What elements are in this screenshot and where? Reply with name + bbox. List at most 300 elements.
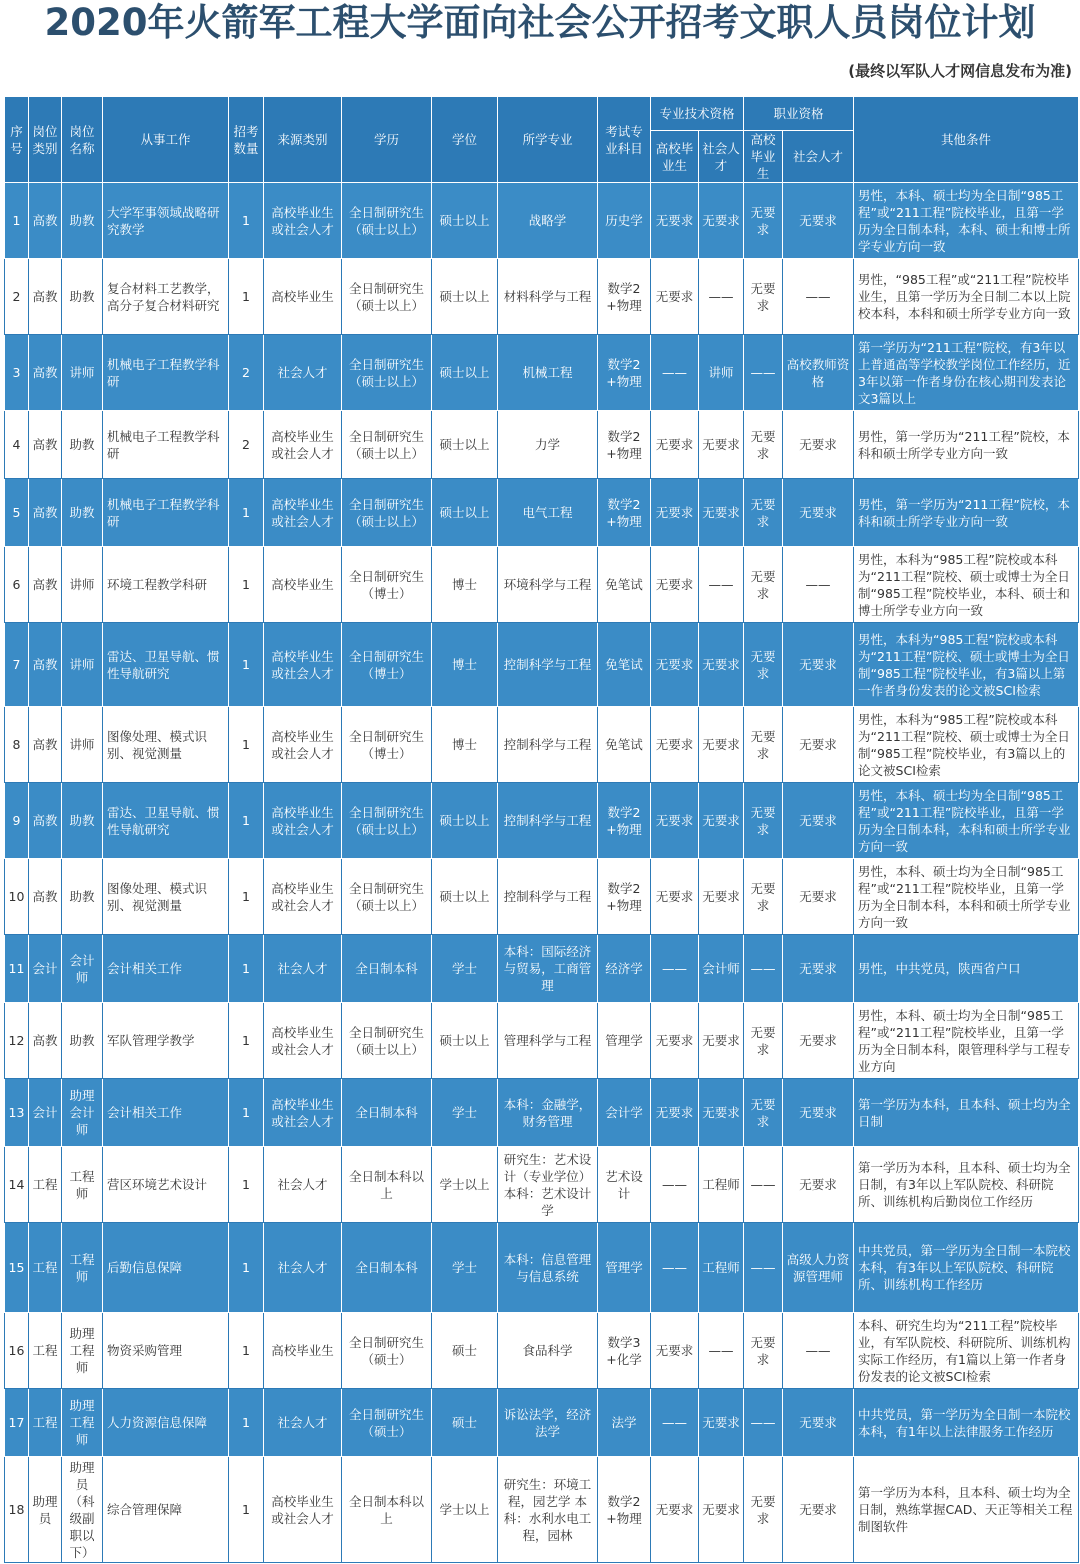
- source-cell: 高校毕业生或社会人才: [264, 623, 342, 707]
- category-cell: 高教: [29, 859, 62, 935]
- major-cell: 电气工程: [498, 479, 598, 547]
- position-cell: 工程师: [62, 1147, 103, 1223]
- header-tech-qualification: 专业技术资格: [651, 97, 744, 131]
- degree-cell: 学士以上: [432, 1457, 498, 1563]
- prof-grad-cell: ——: [744, 1389, 783, 1457]
- exam-cell: 艺术设计: [598, 1147, 651, 1223]
- degree-cell: 学士以上: [432, 1147, 498, 1223]
- work-cell: 人力资源信息保障: [103, 1389, 229, 1457]
- table-row: [5, 1147, 1079, 1223]
- degree-cell: 博士: [432, 623, 498, 707]
- work-cell: 军队管理学教学: [103, 1003, 229, 1079]
- prof-social-cell: 无要求: [783, 1389, 854, 1457]
- tech-social-cell: 无要求: [699, 183, 744, 259]
- source-cell: 高校毕业生或社会人才: [264, 707, 342, 783]
- major-cell: 战略学: [498, 183, 598, 259]
- seq-cell: 7: [5, 623, 29, 707]
- header-prof-grad: 高校毕业生: [744, 131, 783, 183]
- source-cell: 社会人才: [264, 1147, 342, 1223]
- table-row: [5, 935, 1079, 1003]
- prof-grad-cell: 无要求: [744, 1457, 783, 1563]
- other-cell: 第一学历为本科，且本科、硕士均为全日制: [854, 1079, 1079, 1147]
- other-cell: 本科、研究生均为“211工程”院校毕业，有军队院校、科研院所、训练机构实际工作经历，有1篇以上第一作者身份发表的论文被SCI检索: [854, 1313, 1079, 1389]
- degree-cell: 硕士以上: [432, 783, 498, 859]
- exam-cell: 数学2+物理: [598, 859, 651, 935]
- education-cell: 全日制研究生（硕士以上）: [342, 259, 432, 335]
- other-cell: 男性，本科为“985工程”院校或本科为“211工程”院校、硕士或博士为全日制“985工程”院校毕业，有3篇以上第一作者身份发表的论文被SCI检索: [854, 623, 1079, 707]
- other-cell: 第一学历为“211工程”院校，有3年以上普通高等学校教学岗位工作经历，近3年以第一作者身份在核心期刊发表论文3篇以上: [854, 335, 1079, 411]
- work-cell: 机械电子工程教学科研: [103, 411, 229, 479]
- table-row: [5, 783, 1079, 859]
- tech-grad-cell: 无要求: [651, 547, 699, 623]
- tech-grad-cell: 无要求: [651, 1079, 699, 1147]
- exam-cell: 经济学: [598, 935, 651, 1003]
- seq-cell: 9: [5, 783, 29, 859]
- count-cell: 1: [229, 1147, 264, 1223]
- tech-social-cell: 无要求: [699, 411, 744, 479]
- table-row: [5, 1313, 1079, 1389]
- count-cell: 1: [229, 1223, 264, 1313]
- seq-cell: 3: [5, 335, 29, 411]
- major-cell: 本科：信息管理与信息系统: [498, 1223, 598, 1313]
- education-cell: 全日制本科: [342, 1079, 432, 1147]
- education-cell: 全日制研究生（硕士以上）: [342, 783, 432, 859]
- degree-cell: 学士: [432, 1079, 498, 1147]
- count-cell: 1: [229, 183, 264, 259]
- major-cell: 本科：国际经济与贸易，工商管理: [498, 935, 598, 1003]
- tech-grad-cell: ——: [651, 1147, 699, 1223]
- seq-cell: 5: [5, 479, 29, 547]
- degree-cell: 博士: [432, 547, 498, 623]
- position-cell: 助教: [62, 479, 103, 547]
- prof-grad-cell: 无要求: [744, 707, 783, 783]
- count-cell: 1: [229, 479, 264, 547]
- other-cell: 中共党员，第一学历为全日制一本院校本科，有1年以上法律服务工作经历: [854, 1389, 1079, 1457]
- prof-social-cell: 无要求: [783, 783, 854, 859]
- table-row: [5, 335, 1079, 411]
- work-cell: 会计相关工作: [103, 935, 229, 1003]
- education-cell: 全日制研究生（硕士以上）: [342, 1003, 432, 1079]
- tech-grad-cell: 无要求: [651, 411, 699, 479]
- work-cell: 雷达、卫星导航、惯性导航研究: [103, 783, 229, 859]
- tech-social-cell: 会计师: [699, 935, 744, 1003]
- table-row: [5, 411, 1079, 479]
- position-cell: 会计师: [62, 935, 103, 1003]
- degree-cell: 学士: [432, 935, 498, 1003]
- work-cell: 环境工程教学科研: [103, 547, 229, 623]
- prof-grad-cell: 无要求: [744, 547, 783, 623]
- tech-social-cell: 无要求: [699, 859, 744, 935]
- category-cell: 高教: [29, 623, 62, 707]
- seq-cell: 15: [5, 1223, 29, 1313]
- education-cell: 全日制研究生（硕士以上）: [342, 859, 432, 935]
- seq-cell: 6: [5, 547, 29, 623]
- source-cell: 高校毕业生: [264, 547, 342, 623]
- table-row: [5, 1457, 1079, 1563]
- prof-social-cell: 无要求: [783, 1457, 854, 1563]
- tech-grad-cell: ——: [651, 935, 699, 1003]
- education-cell: 全日制研究生（硕士）: [342, 1313, 432, 1389]
- prof-grad-cell: 无要求: [744, 1079, 783, 1147]
- count-cell: 1: [229, 547, 264, 623]
- exam-cell: 免笔试: [598, 707, 651, 783]
- source-cell: 高校毕业生或社会人才: [264, 859, 342, 935]
- work-cell: 复合材料工艺教学，高分子复合材料研究: [103, 259, 229, 335]
- header-prof-qualification: 职业资格: [744, 97, 854, 131]
- category-cell: 工程: [29, 1223, 62, 1313]
- tech-social-cell: 无要求: [699, 1389, 744, 1457]
- category-cell: 高教: [29, 479, 62, 547]
- position-cell: 助理员（科级副职以下）: [62, 1457, 103, 1563]
- table-row: [5, 1003, 1079, 1079]
- seq-cell: 4: [5, 411, 29, 479]
- table-row: [5, 859, 1079, 935]
- category-cell: 高教: [29, 335, 62, 411]
- prof-social-cell: 无要求: [783, 183, 854, 259]
- other-cell: 男性，本科为“985工程”院校或本科为“211工程”院校、硕士或博士为全日制“985工程”院校毕业，有3篇以上的论文被SCI检索: [854, 707, 1079, 783]
- exam-cell: 数学3+化学: [598, 1313, 651, 1389]
- education-cell: 全日制本科以上: [342, 1457, 432, 1563]
- seq-cell: 18: [5, 1457, 29, 1563]
- category-cell: 助理员: [29, 1457, 62, 1563]
- exam-cell: 免笔试: [598, 623, 651, 707]
- other-cell: 男性，本科、硕士均为全日制“985工程”或“211工程”院校毕业，且第一学历为全日制本科，本科和硕士所学专业方向一致: [854, 859, 1079, 935]
- table-body: [5, 183, 1079, 1563]
- position-cell: 助教: [62, 259, 103, 335]
- exam-cell: 会计学: [598, 1079, 651, 1147]
- other-cell: 男性，中共党员，陕西省户口: [854, 935, 1079, 1003]
- prof-social-cell: 无要求: [783, 479, 854, 547]
- source-cell: 高校毕业生或社会人才: [264, 479, 342, 547]
- table-header: [5, 97, 1079, 183]
- exam-cell: 数学2+物理: [598, 335, 651, 411]
- position-cell: 助教: [62, 411, 103, 479]
- header-degree: 学位: [432, 97, 498, 183]
- exam-cell: 数学2+物理: [598, 411, 651, 479]
- header-source: 来源类别: [264, 97, 342, 183]
- major-cell: 管理科学与工程: [498, 1003, 598, 1079]
- prof-grad-cell: 无要求: [744, 259, 783, 335]
- work-cell: 后勤信息保障: [103, 1223, 229, 1313]
- source-cell: 高校毕业生或社会人才: [264, 1457, 342, 1563]
- exam-cell: 法学: [598, 1389, 651, 1457]
- count-cell: 1: [229, 707, 264, 783]
- tech-grad-cell: ——: [651, 1389, 699, 1457]
- tech-social-cell: 无要求: [699, 783, 744, 859]
- tech-grad-cell: 无要求: [651, 707, 699, 783]
- count-cell: 1: [229, 1003, 264, 1079]
- prof-grad-cell: 无要求: [744, 183, 783, 259]
- position-cell: 讲师: [62, 623, 103, 707]
- prof-grad-cell: 无要求: [744, 479, 783, 547]
- position-cell: 助理会计师: [62, 1079, 103, 1147]
- tech-grad-cell: ——: [651, 335, 699, 411]
- tech-social-cell: 无要求: [699, 623, 744, 707]
- prof-social-cell: 高校教师资格: [783, 335, 854, 411]
- major-cell: 控制科学与工程: [498, 783, 598, 859]
- tech-social-cell: 无要求: [699, 1079, 744, 1147]
- count-cell: 1: [229, 1457, 264, 1563]
- exam-cell: 数学2+物理: [598, 259, 651, 335]
- header-count: 招考数量: [229, 97, 264, 183]
- category-cell: 工程: [29, 1313, 62, 1389]
- header-position: 岗位名称: [62, 97, 103, 183]
- prof-grad-cell: 无要求: [744, 1003, 783, 1079]
- prof-social-cell: 无要求: [783, 1079, 854, 1147]
- exam-cell: 数学2+物理: [598, 783, 651, 859]
- seq-cell: 12: [5, 1003, 29, 1079]
- position-cell: 讲师: [62, 707, 103, 783]
- prof-grad-cell: 无要求: [744, 1313, 783, 1389]
- education-cell: 全日制研究生（硕士以上）: [342, 183, 432, 259]
- recruitment-table: [4, 96, 1079, 1563]
- prof-social-cell: 无要求: [783, 935, 854, 1003]
- education-cell: 全日制本科: [342, 935, 432, 1003]
- header-other: 其他条件: [854, 97, 1079, 183]
- education-cell: 全日制研究生（博士）: [342, 707, 432, 783]
- education-cell: 全日制研究生（硕士以上）: [342, 411, 432, 479]
- source-cell: 高校毕业生或社会人才: [264, 183, 342, 259]
- work-cell: 综合管理保障: [103, 1457, 229, 1563]
- table-row: [5, 183, 1079, 259]
- degree-cell: 博士: [432, 707, 498, 783]
- header-work: 从事工作: [103, 97, 229, 183]
- count-cell: 1: [229, 783, 264, 859]
- tech-social-cell: 无要求: [699, 1003, 744, 1079]
- major-cell: 研究生：环境工程，园艺学 本科：水利水电工程，园林: [498, 1457, 598, 1563]
- exam-cell: 免笔试: [598, 547, 651, 623]
- category-cell: 高教: [29, 259, 62, 335]
- position-cell: 讲师: [62, 335, 103, 411]
- header-prof-social: 社会人才: [783, 131, 854, 183]
- count-cell: 1: [229, 935, 264, 1003]
- table-row: [5, 1079, 1079, 1147]
- prof-social-cell: 无要求: [783, 623, 854, 707]
- count-cell: 1: [229, 859, 264, 935]
- seq-cell: 2: [5, 259, 29, 335]
- seq-cell: 10: [5, 859, 29, 935]
- position-cell: 助理工程师: [62, 1389, 103, 1457]
- seq-cell: 8: [5, 707, 29, 783]
- header-tech-grad: 高校毕业生: [651, 131, 699, 183]
- tech-grad-cell: 无要求: [651, 1003, 699, 1079]
- exam-cell: 管理学: [598, 1223, 651, 1313]
- exam-cell: 数学2+物理: [598, 479, 651, 547]
- header-major: 所学专业: [498, 97, 598, 183]
- major-cell: 控制科学与工程: [498, 623, 598, 707]
- prof-grad-cell: 无要求: [744, 859, 783, 935]
- prof-grad-cell: ——: [744, 935, 783, 1003]
- table-row: [5, 259, 1079, 335]
- education-cell: 全日制本科以上: [342, 1147, 432, 1223]
- position-cell: 助教: [62, 783, 103, 859]
- position-cell: 助理工程师: [62, 1313, 103, 1389]
- degree-cell: 硕士以上: [432, 1003, 498, 1079]
- source-cell: 高校毕业生或社会人才: [264, 411, 342, 479]
- header-education: 学历: [342, 97, 432, 183]
- source-cell: 高校毕业生: [264, 1313, 342, 1389]
- prof-social-cell: ——: [783, 547, 854, 623]
- tech-grad-cell: 无要求: [651, 183, 699, 259]
- degree-cell: 硕士以上: [432, 335, 498, 411]
- tech-social-cell: ——: [699, 259, 744, 335]
- count-cell: 2: [229, 335, 264, 411]
- source-cell: 社会人才: [264, 335, 342, 411]
- work-cell: 会计相关工作: [103, 1079, 229, 1147]
- other-cell: 男性，本科、硕士均为全日制“985工程”或“211工程”院校毕业，且第一学历为全日制本科，本科和硕士所学专业方向一致: [854, 783, 1079, 859]
- category-cell: 工程: [29, 1389, 62, 1457]
- other-cell: 男性，第一学历为“211工程”院校，本科和硕士所学专业方向一致: [854, 411, 1079, 479]
- prof-grad-cell: 无要求: [744, 411, 783, 479]
- tech-social-cell: ——: [699, 1313, 744, 1389]
- degree-cell: 硕士以上: [432, 183, 498, 259]
- prof-social-cell: 无要求: [783, 411, 854, 479]
- seq-cell: 1: [5, 183, 29, 259]
- tech-grad-cell: ——: [651, 1223, 699, 1313]
- prof-social-cell: 无要求: [783, 707, 854, 783]
- category-cell: 会计: [29, 1079, 62, 1147]
- category-cell: 高教: [29, 783, 62, 859]
- other-cell: 男性，第一学历为“211工程”院校，本科和硕士所学专业方向一致: [854, 479, 1079, 547]
- tech-grad-cell: 无要求: [651, 1313, 699, 1389]
- education-cell: 全日制研究生（硕士以上）: [342, 479, 432, 547]
- count-cell: 2: [229, 411, 264, 479]
- tech-social-cell: 无要求: [699, 707, 744, 783]
- prof-social-cell: 无要求: [783, 1003, 854, 1079]
- tech-social-cell: 工程师: [699, 1223, 744, 1313]
- seq-cell: 14: [5, 1147, 29, 1223]
- tech-social-cell: ——: [699, 547, 744, 623]
- other-cell: 第一学历为本科，且本科、硕士均为全日制，熟练掌握CAD、天正等相关工程制图软件: [854, 1457, 1079, 1563]
- tech-grad-cell: 无要求: [651, 479, 699, 547]
- category-cell: 高教: [29, 411, 62, 479]
- source-cell: 高校毕业生或社会人才: [264, 1003, 342, 1079]
- work-cell: 图像处理、模式识别、视觉测量: [103, 707, 229, 783]
- prof-social-cell: ——: [783, 259, 854, 335]
- table-row: [5, 479, 1079, 547]
- source-cell: 社会人才: [264, 1389, 342, 1457]
- position-cell: 助教: [62, 1003, 103, 1079]
- count-cell: 1: [229, 259, 264, 335]
- degree-cell: 硕士: [432, 1313, 498, 1389]
- other-cell: 男性，本科为“985工程”院校或本科为“211工程”院校、硕士或博士为全日制“985工程”院校毕业，本科、硕士和博士所学专业方向一致: [854, 547, 1079, 623]
- count-cell: 1: [229, 623, 264, 707]
- page-title: 2020年火箭军工程大学面向社会公开招考文职人员岗位计划: [44, 1, 1036, 44]
- header-category: 岗位类别: [29, 97, 62, 183]
- position-cell: 工程师: [62, 1223, 103, 1313]
- education-cell: 全日制研究生（硕士以上）: [342, 335, 432, 411]
- category-cell: 会计: [29, 935, 62, 1003]
- tech-social-cell: 讲师: [699, 335, 744, 411]
- category-cell: 高教: [29, 1003, 62, 1079]
- other-cell: 男性，本科、硕士均为全日制“985工程”或“211工程”院校毕业，且第一学历为全日制本科，本科、硕士和博士所学专业方向一致: [854, 183, 1079, 259]
- prof-grad-cell: 无要求: [744, 783, 783, 859]
- position-cell: 助教: [62, 183, 103, 259]
- tech-grad-cell: 无要求: [651, 259, 699, 335]
- table-row: [5, 707, 1079, 783]
- seq-cell: 13: [5, 1079, 29, 1147]
- work-cell: 营区环境艺术设计: [103, 1147, 229, 1223]
- tech-grad-cell: 无要求: [651, 623, 699, 707]
- major-cell: 本科：金融学，财务管理: [498, 1079, 598, 1147]
- other-cell: 男性，本科、硕士均为全日制“985工程”或“211工程”院校毕业，且第一学历为全日制本科，限管理科学与工程专业方向: [854, 1003, 1079, 1079]
- education-cell: 全日制研究生（博士）: [342, 547, 432, 623]
- tech-social-cell: 无要求: [699, 1457, 744, 1563]
- major-cell: 力学: [498, 411, 598, 479]
- category-cell: 高教: [29, 707, 62, 783]
- category-cell: 工程: [29, 1147, 62, 1223]
- source-cell: 社会人才: [264, 1223, 342, 1313]
- degree-cell: 硕士以上: [432, 411, 498, 479]
- work-cell: 机械电子工程教学科研: [103, 335, 229, 411]
- exam-cell: 历史学: [598, 183, 651, 259]
- major-cell: 机械工程: [498, 335, 598, 411]
- degree-cell: 硕士以上: [432, 259, 498, 335]
- education-cell: 全日制研究生（博士）: [342, 623, 432, 707]
- table-row: [5, 1223, 1079, 1313]
- degree-cell: 硕士以上: [432, 479, 498, 547]
- seq-cell: 16: [5, 1313, 29, 1389]
- prof-social-cell: 高级人力资源管理师: [783, 1223, 854, 1313]
- table-row: [5, 1389, 1079, 1457]
- seq-cell: 17: [5, 1389, 29, 1457]
- count-cell: 1: [229, 1389, 264, 1457]
- source-cell: 高校毕业生: [264, 259, 342, 335]
- major-cell: 环境科学与工程: [498, 547, 598, 623]
- tech-social-cell: 工程师: [699, 1147, 744, 1223]
- education-cell: 全日制研究生（硕士）: [342, 1389, 432, 1457]
- other-cell: 第一学历为本科，且本科、硕士均为全日制，有3年以上军队院校、科研院所、训练机构后勤岗位工作经历: [854, 1147, 1079, 1223]
- prof-grad-cell: ——: [744, 1223, 783, 1313]
- position-cell: 讲师: [62, 547, 103, 623]
- major-cell: 研究生：艺术设计（专业学位）本科：艺术设计学: [498, 1147, 598, 1223]
- major-cell: 诉讼法学，经济法学: [498, 1389, 598, 1457]
- source-note: (最终以军队人才网信息发布为准): [848, 62, 1072, 80]
- education-cell: 全日制本科: [342, 1223, 432, 1313]
- work-cell: 机械电子工程教学科研: [103, 479, 229, 547]
- prof-social-cell: 无要求: [783, 1147, 854, 1223]
- exam-cell: 数学2+物理: [598, 1457, 651, 1563]
- category-cell: 高教: [29, 183, 62, 259]
- prof-social-cell: ——: [783, 1313, 854, 1389]
- prof-grad-cell: ——: [744, 335, 783, 411]
- position-cell: 助教: [62, 859, 103, 935]
- header-tech-social: 社会人才: [699, 131, 744, 183]
- other-cell: 男性，“985工程”或“211工程”院校毕业生，且第一学历为全日制二本以上院校本科，本科和硕士所学专业方向一致: [854, 259, 1079, 335]
- header-seq: 序号: [5, 97, 29, 183]
- degree-cell: 硕士: [432, 1389, 498, 1457]
- category-cell: 高教: [29, 547, 62, 623]
- degree-cell: 学士: [432, 1223, 498, 1313]
- prof-social-cell: 无要求: [783, 859, 854, 935]
- major-cell: 食品科学: [498, 1313, 598, 1389]
- other-cell: 中共党员，第一学历为全日制一本院校本科，有3年以上军队院校、科研院所、训练机构工作经历: [854, 1223, 1079, 1313]
- source-cell: 高校毕业生或社会人才: [264, 783, 342, 859]
- tech-grad-cell: 无要求: [651, 783, 699, 859]
- work-cell: 大学军事领域战略研究教学: [103, 183, 229, 259]
- seq-cell: 11: [5, 935, 29, 1003]
- source-cell: 社会人才: [264, 935, 342, 1003]
- tech-grad-cell: 无要求: [651, 1457, 699, 1563]
- header-exam: 考试专业科目: [598, 97, 651, 183]
- count-cell: 1: [229, 1079, 264, 1147]
- source-cell: 高校毕业生或社会人才: [264, 1079, 342, 1147]
- major-cell: 材料科学与工程: [498, 259, 598, 335]
- table-row: [5, 547, 1079, 623]
- exam-cell: 管理学: [598, 1003, 651, 1079]
- prof-grad-cell: ——: [744, 1147, 783, 1223]
- prof-grad-cell: 无要求: [744, 623, 783, 707]
